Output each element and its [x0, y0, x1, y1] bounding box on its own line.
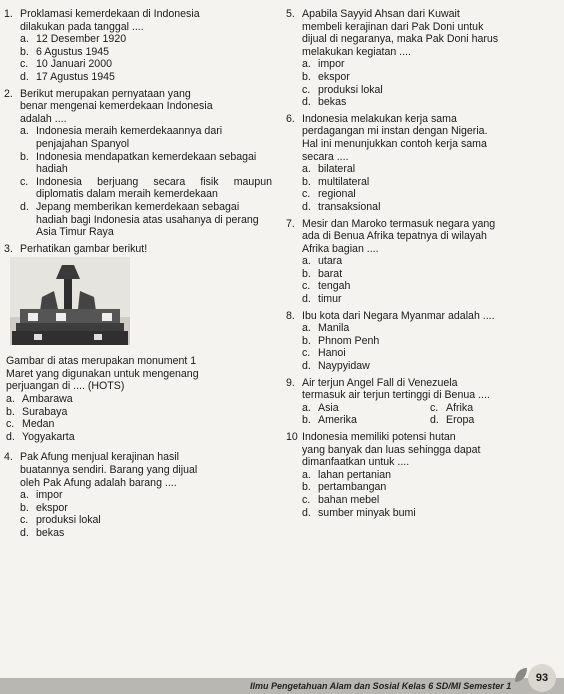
option-a[interactable]: a. Asia [302, 401, 339, 414]
option-a[interactable]: a. Manila [302, 322, 350, 335]
option-c[interactable]: c. regional [302, 188, 356, 201]
question-number: 8. [286, 309, 295, 322]
question-8 [286, 310, 558, 373]
question-stem: Apabila Sayyid Ahsan dari Kuwait membeli kerajinan dari Pak Doni untuk dijual di negaranya, maka Pak Doni harus melakukan kegiatan .... [302, 8, 499, 58]
option-a[interactable]: a. bilateral [302, 163, 356, 176]
option-a[interactable]: a. impor [302, 58, 345, 71]
option-c[interactable]: c. Afrika [430, 401, 474, 414]
question-number: 10 [286, 431, 298, 443]
question-6 [286, 113, 558, 214]
question-5 [286, 8, 558, 109]
option-c[interactable]: c. produksi lokal [302, 83, 383, 96]
option-a[interactable]: a. Ambarawa [6, 393, 73, 406]
question-stem: Ibu kota dari Negara Myanmar adalah .... [302, 309, 495, 322]
option-b[interactable]: b. Amerika [302, 414, 357, 427]
option-d[interactable]: d. timur [302, 293, 342, 306]
monument-image-icon [10, 257, 130, 345]
option-d[interactable]: d. transaksional [302, 200, 381, 213]
question-stem: Pak Afung menjual kerajinan hasil buatannya sendiri. Barang yang dijual oleh Pak Afung adalah barang .... [20, 451, 198, 489]
question-stem: Gambar di atas merupakan monument 1 Maret yang digunakan untuk mengenang perjuangan di .... (HOTS) [6, 355, 199, 393]
option-d[interactable]: d. Naypyidaw [302, 360, 370, 373]
question-3-continued [6, 355, 272, 443]
question-stem: Mesir dan Maroko termasuk negara yang ada di Benua Afrika tepatnya di wilayah Afrika bagian .... [302, 217, 496, 255]
footer-title: Ilmu Pengetahuan Alam dan Sosial Kelas 6 SD/MI Semester 1 [250, 681, 512, 691]
question-number: 5. [286, 8, 295, 20]
option-c[interactable]: c. Medan [6, 418, 55, 431]
option-b[interactable]: b. Phnom Penh [302, 334, 380, 347]
option-a[interactable]: a. lahan pertanian [302, 468, 392, 481]
option-c[interactable]: c. produksi lokal [20, 514, 101, 527]
question-stem: Berikut merupakan pernyataan yang benar mengenai kemerdekaan Indonesia adalah .... [20, 87, 213, 125]
option-d[interactable]: d. Yogyakarta [6, 430, 75, 443]
page-footer [0, 664, 564, 694]
option-d[interactable]: d. bekas [20, 527, 65, 539]
question-number: 3. [4, 242, 13, 255]
option-b[interactable]: b. 6 Agustus 1945 [20, 45, 110, 58]
option-c[interactable]: c. Hanoi [302, 347, 346, 360]
option-c[interactable]: c. Indonesia berjuang secara fisik maupun diplomatis dalam meraih kemerdekaan [20, 175, 272, 201]
option-b[interactable]: b. ekspor [302, 70, 350, 83]
question-number: 1. [4, 8, 13, 20]
question-number: 6. [286, 112, 295, 125]
option-b[interactable]: b. ekspor [20, 501, 68, 514]
question-stem: Perhatikan gambar berikut! [20, 242, 148, 255]
right-column [286, 8, 558, 523]
page-number: 93 [528, 664, 556, 692]
question-stem: Indonesia melakukan kerja sama perdagangan mi instan dengan Nigeria. Hal ini menunjukkan contoh kerja sama secara .... [302, 112, 488, 163]
question-stem: Indonesia memiliki potensi hutan yang banyak dan luas sehingga dapat dimanfaatkan untuk .... [302, 431, 481, 469]
question-number: 4. [4, 451, 13, 464]
option-b[interactable]: b. pertambangan [302, 481, 387, 494]
option-d[interactable]: d. 17 Agustus 1945 [20, 70, 115, 83]
option-b[interactable]: b. Indonesia mendapatkan kemerdekaan sebagai hadiah [20, 150, 257, 176]
option-c[interactable]: c. bahan mebel [302, 493, 380, 506]
option-c[interactable]: c. tengah [302, 280, 351, 293]
option-d[interactable]: d. bekas [302, 96, 347, 109]
question-10 [286, 431, 558, 519]
question-7 [286, 218, 558, 306]
leaf-decoration-icon [513, 666, 529, 684]
left-column [4, 8, 272, 544]
option-b[interactable]: b. barat [302, 267, 343, 280]
option-b[interactable]: b. Surabaya [6, 405, 68, 418]
option-a[interactable]: a. 12 Desember 1920 [20, 33, 127, 46]
monument-photo [10, 257, 130, 345]
question-1 [4, 8, 272, 84]
option-c[interactable]: c. 10 Januari 2000 [20, 58, 112, 71]
question-stem: Air terjun Angel Fall di Venezuela termasuk air terjun tertinggi di Benua .... [302, 376, 490, 402]
question-4 [4, 451, 272, 539]
question-2 [4, 88, 272, 239]
option-a[interactable]: a. impor [20, 489, 63, 502]
option-a[interactable]: a. utara [302, 255, 343, 268]
question-number: 9. [286, 376, 295, 389]
option-a[interactable]: a. Indonesia meraih kemerdekaannya dari penjajahan Spanyol [20, 125, 223, 150]
question-number: 2. [4, 87, 13, 100]
question-stem: Proklamasi kemerdekaan di Indonesia dilakukan pada tanggal .... [20, 8, 200, 33]
question-number: 7. [286, 217, 295, 230]
question-9 [286, 377, 558, 427]
option-d[interactable]: d. Jepang memberikan kemerdekaan sebagai hadiah bagi Indonesia atas usahanya di perang Asia Timur Raya [20, 200, 259, 239]
question-3 [4, 243, 272, 356]
option-b[interactable]: b. multilateral [302, 175, 370, 188]
option-d[interactable]: d. Eropa [430, 414, 475, 427]
option-d[interactable]: d. sumber minyak bumi [302, 506, 416, 519]
